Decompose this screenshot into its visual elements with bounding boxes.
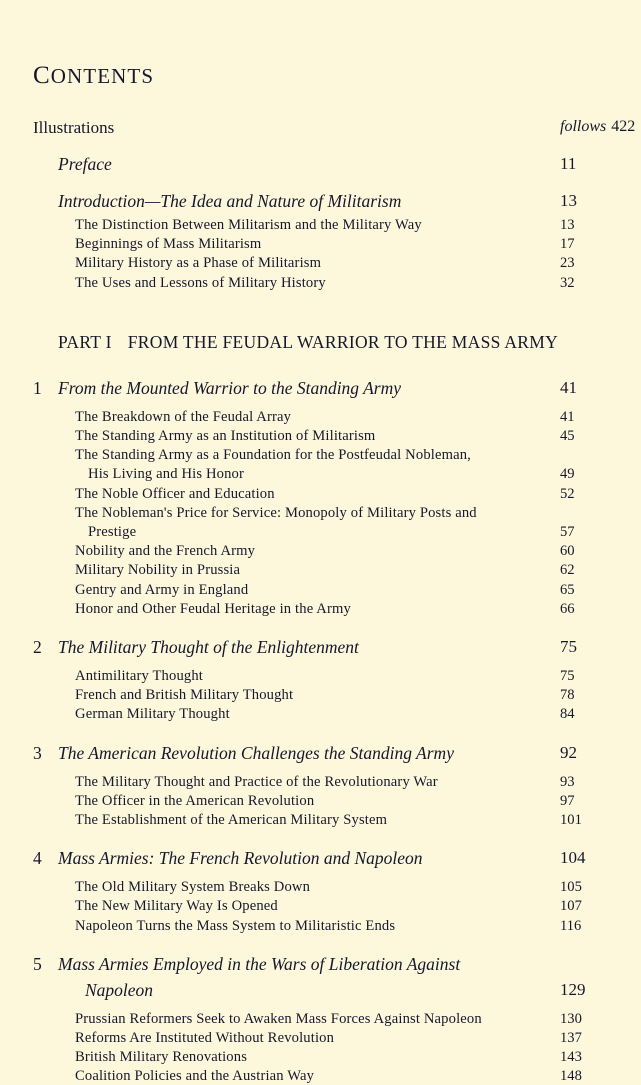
entry-page [560, 118, 641, 136]
entry-page [560, 898, 641, 915]
entry-title: French and British Military Thought [75, 687, 294, 704]
chapter-page [560, 743, 641, 763]
entry-title: The Standing Army as an Institution of Militarism [75, 428, 376, 444]
entry-page [560, 687, 641, 704]
page-number: 57 [560, 523, 575, 540]
page-number: 17 [560, 236, 575, 253]
chapter-page [560, 378, 641, 398]
entry-page [560, 562, 641, 579]
page-number: 148 [560, 1068, 582, 1085]
page-number: 84 [560, 706, 575, 723]
entry-page [560, 582, 641, 599]
part-label: PART I [58, 331, 112, 352]
page-number: 66 [560, 600, 575, 617]
entry-page [560, 191, 641, 211]
entry-title: Napoleon Turns the Mass System to Militaristic Ends [75, 917, 396, 934]
chapter-page [560, 637, 641, 657]
entry-title: The Standing Army as a Foundation for the Postfeudal Nobleman, [75, 447, 471, 464]
page-number: 13 [560, 217, 575, 233]
entry-page [560, 217, 641, 234]
entry-title: Beginnings of Mass Militarism [75, 236, 262, 253]
entry-page [560, 1030, 641, 1047]
entry-title: The Nobleman's Price for Service: Monopoly of Military Posts and [75, 504, 477, 521]
entry-title: The Old Military System Breaks Down [75, 879, 311, 896]
page-number: 41 [560, 408, 575, 425]
entry-title: Nobility and the French Army [75, 543, 256, 560]
page-number: 101 [560, 812, 582, 828]
page-number: 130 [560, 1010, 582, 1027]
entry-page [560, 774, 641, 791]
chapter-number: 1 [33, 377, 42, 398]
chapter-title: The Military Thought of the Enlightenment [58, 637, 359, 657]
chapter-number: 5 [33, 953, 42, 974]
entry-title: Military History as a Phase of Militarism [75, 255, 322, 272]
page-number: 75 [560, 637, 577, 656]
chapter-number: 3 [33, 742, 42, 763]
entry-page [560, 524, 641, 541]
entry-page [560, 236, 641, 253]
entry-title: German Military Thought [75, 706, 230, 723]
entry-title: The Uses and Lessons of Military History [75, 274, 326, 291]
page-number: 75 [560, 668, 575, 684]
entry-title: Honor and Other Feudal Heritage in the Army [75, 600, 351, 617]
chapter-number: 2 [33, 637, 42, 657]
entry-page [560, 486, 641, 503]
part-title: FROM THE FEUDAL WARRIOR TO THE MASS ARMY [127, 331, 559, 352]
entry-title: Gentry and Army in England [75, 581, 249, 598]
page-number: 422 [611, 118, 636, 135]
entry-title: Antimilitary Thought [75, 668, 203, 684]
entry-title: Introduction—The Idea and Nature of Militarism [58, 191, 402, 211]
entry-title: The Military Thought and Practice of the Revolutionary War [75, 773, 438, 790]
entry-page [560, 1049, 641, 1066]
entry-title: Military Nobility in Prussia [75, 562, 241, 579]
entry-title-continuation: Prestige [88, 523, 137, 540]
entry-page [560, 1068, 641, 1085]
entry-title: British Military Renovations [75, 1049, 248, 1066]
page-number: 137 [560, 1030, 582, 1046]
entry-page [560, 275, 641, 292]
page-number: 97 [560, 792, 575, 809]
entry-title-continuation: His Living and His Honor [88, 466, 245, 483]
page-number: 105 [560, 879, 582, 896]
chapter-title: The American Revolution Challenges the Standing Army [58, 742, 454, 763]
page-number: 65 [560, 581, 575, 598]
entry-page [560, 154, 641, 174]
entry-page [560, 409, 641, 426]
page-number: 92 [560, 742, 577, 762]
page-title-text: CONTENTS [33, 62, 155, 89]
page-title [33, 62, 154, 90]
page-number: 93 [560, 773, 575, 790]
page-number: 41 [560, 377, 577, 397]
entry-title: The Officer in the American Revolution [75, 792, 315, 809]
entry-page [560, 706, 641, 723]
chapter-title-continuation: Napoleon [85, 979, 154, 1000]
page-number: 116 [560, 917, 582, 934]
chapter-page [560, 848, 641, 868]
entry-page [560, 793, 641, 810]
page-number: 11 [560, 154, 577, 173]
entry-title: Prussian Reformers Seek to Awaken Mass Forces Against Napoleon [75, 1010, 482, 1027]
page-number: 13 [560, 191, 577, 210]
chapter-page [560, 980, 641, 1000]
page-number: 32 [560, 274, 575, 291]
chapter-number: 4 [33, 848, 42, 869]
entry-page [560, 255, 641, 272]
page-number: 104 [560, 848, 586, 868]
chapter-title: From the Mounted Warrior to the Standing Army [58, 377, 402, 398]
page-number: 23 [560, 255, 575, 272]
entry-page [560, 918, 641, 935]
entry-title: Illustrations [33, 118, 115, 137]
entry-page [560, 428, 641, 445]
entry-title: Preface [58, 154, 112, 174]
entry-title: The Establishment of the American Military System [75, 812, 388, 828]
page-number: 129 [560, 979, 586, 999]
entry-page [560, 812, 641, 829]
entry-page [560, 466, 641, 483]
chapter-title: Mass Armies: The French Revolution and Napoleon [58, 848, 423, 869]
entry-page [560, 879, 641, 896]
page-number: 45 [560, 428, 575, 444]
part-divider [58, 332, 558, 353]
page-number: 78 [560, 687, 575, 704]
chapter-title: Mass Armies Employed in the Wars of Liberation Against [58, 953, 461, 974]
entry-title: Coalition Policies and the Austrian Way [75, 1068, 315, 1085]
entry-page [560, 1011, 641, 1028]
entry-page [560, 601, 641, 618]
page-number: 52 [560, 485, 575, 502]
page-number: 143 [560, 1049, 582, 1066]
page-number: 60 [560, 543, 575, 560]
entry-title: Reforms Are Instituted Without Revolution [75, 1030, 335, 1046]
page-number: 62 [560, 562, 575, 579]
entry-title: The Noble Officer and Education [75, 485, 275, 502]
follows-label: follows [560, 118, 607, 135]
entry-title: The Distinction Between Militarism and the Military Way [75, 217, 422, 233]
entry-page [560, 668, 641, 685]
entry-title: The New Military Way Is Opened [75, 898, 278, 915]
page-number: 49 [560, 466, 575, 483]
page-number: 107 [560, 898, 582, 915]
entry-title: The Breakdown of the Feudal Array [75, 408, 292, 425]
entry-page [560, 543, 641, 560]
